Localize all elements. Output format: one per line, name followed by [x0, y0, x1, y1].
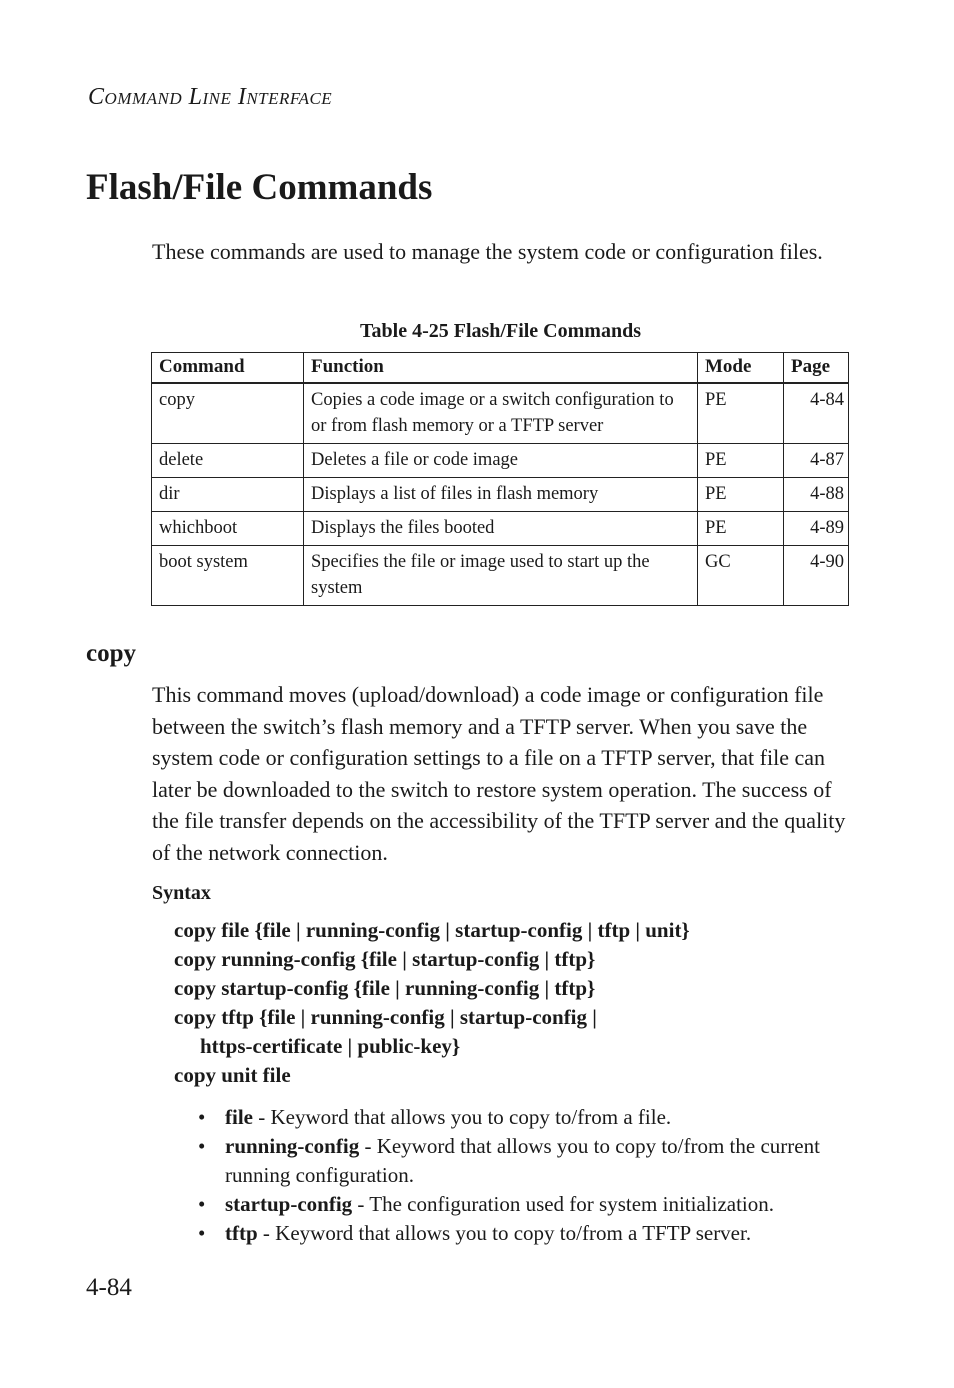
bullet-icon: •: [198, 1134, 206, 1158]
table-row: [152, 546, 849, 606]
bullet-icon: •: [198, 1221, 206, 1245]
list-item: [196, 1132, 846, 1190]
table-row: [152, 478, 849, 512]
keyword-description: - Keyword that allows you to copy to/from a file.: [252, 1105, 672, 1129]
keyword-term: running-config: [225, 1134, 360, 1158]
cell-command: delete: [152, 444, 304, 478]
cell-page: 4-87: [784, 444, 849, 478]
syntax-line: copy file {file | running-config | startup-config | tftp | unit}: [174, 918, 690, 942]
cell-mode: GC: [698, 546, 784, 606]
cell-page: 4-90: [784, 546, 849, 606]
table-row: [152, 512, 849, 546]
page-number: 4-84: [86, 1274, 132, 1301]
running-header: Command Line Interface: [88, 84, 333, 110]
keyword-description: - Keyword that allows you to copy to/from the current running configuration.: [225, 1134, 820, 1187]
cell-function: Displays the files booted: [304, 512, 698, 546]
section-intro: These commands are used to manage the system code or configuration files.: [152, 239, 823, 264]
syntax-line: copy startup-config {file | running-config | tftp}: [174, 976, 596, 1000]
syntax-line: copy tftp {file | running-config | startup-config |: [174, 1005, 597, 1029]
keyword-description: - Keyword that allows you to copy to/from a TFTP server.: [257, 1221, 752, 1245]
cell-mode: PE: [698, 478, 784, 512]
syntax-block: [174, 916, 854, 1090]
copy-description: This command moves (upload/download) a code image or configuration file between the switch’s flash memory and a TFTP server. When you save the system code or configuration settings to a file on a TFTP server, that file can later be downloaded to the switch to restore system operation. The success of the file transfer depends on the accessibility of the TFTP server and the quality of the network connection.: [152, 682, 846, 865]
bullet-icon: •: [198, 1105, 206, 1129]
cell-command: copy: [152, 383, 304, 444]
cell-mode: PE: [698, 383, 784, 444]
column-header-command: Command: [152, 353, 304, 384]
syntax-line: copy running-config {file | startup-config | tftp}: [174, 947, 596, 971]
list-item: [196, 1219, 846, 1248]
keyword-term: startup-config: [225, 1192, 353, 1216]
syntax-heading: Syntax: [152, 882, 211, 904]
copy-heading: copy: [86, 640, 136, 667]
cell-function: Displays a list of files in flash memory: [304, 478, 698, 512]
keyword-term: tftp: [225, 1221, 258, 1245]
section-title: Flash/File Commands: [86, 167, 433, 208]
cell-function: Specifies the file or image used to start up the system: [304, 546, 698, 606]
column-header-mode: Mode: [698, 353, 784, 384]
list-item: [196, 1190, 846, 1219]
keyword-description: - The configuration used for system initialization.: [352, 1192, 775, 1216]
column-header-function: Function: [304, 353, 698, 384]
table-row: [152, 444, 849, 478]
column-header-page: Page: [784, 353, 849, 384]
syntax-line-continuation: https-certificate | public-key}: [200, 1034, 461, 1058]
table-header-row: [152, 353, 849, 384]
table-row: [152, 383, 849, 444]
cell-page: 4-84: [784, 383, 849, 444]
cell-command: dir: [152, 478, 304, 512]
cell-mode: PE: [698, 444, 784, 478]
keyword-term: file: [225, 1105, 253, 1129]
table-caption: Table 4-25 Flash/File Commands: [360, 320, 641, 342]
keyword-list: [196, 1103, 846, 1248]
cell-page: 4-88: [784, 478, 849, 512]
cell-command: whichboot: [152, 512, 304, 546]
list-item: [196, 1103, 846, 1132]
syntax-line: copy unit file: [174, 1063, 291, 1087]
cell-page: 4-89: [784, 512, 849, 546]
commands-table: [151, 352, 849, 606]
cell-command: boot system: [152, 546, 304, 606]
bullet-icon: •: [198, 1192, 206, 1216]
cell-mode: PE: [698, 512, 784, 546]
cell-function: Copies a code image or a switch configuration to or from flash memory or a TFTP server: [304, 383, 698, 444]
cell-function: Deletes a file or code image: [304, 444, 698, 478]
